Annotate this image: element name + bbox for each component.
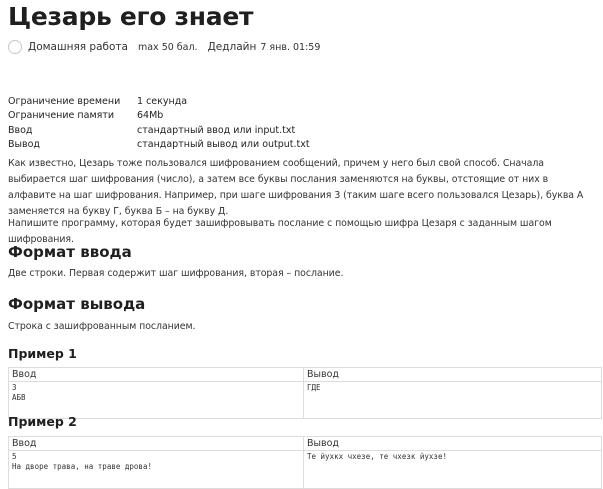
limit-key: Ограничение памяти bbox=[8, 110, 115, 122]
example-heading: Пример 2 bbox=[8, 414, 77, 429]
output-format-text: Строка с зашифрованным посланием. bbox=[8, 321, 196, 332]
deadline-value: 7 янв. 01:59 bbox=[260, 41, 321, 53]
limit-row bbox=[8, 138, 310, 153]
output-format-heading: Формат вывода bbox=[8, 295, 146, 313]
example-input-header: Ввод bbox=[9, 368, 304, 382]
deadline-label: Дедлайн bbox=[207, 41, 257, 53]
input-format-text: Две строки. Первая содержит шаг шифрования, вторая – послание. bbox=[8, 268, 344, 279]
example-table bbox=[8, 367, 602, 419]
limit-row bbox=[8, 109, 310, 124]
limit-value: 1 секунда bbox=[137, 95, 188, 107]
limit-value: 64Mb bbox=[137, 110, 164, 122]
status-circle-icon[interactable] bbox=[8, 40, 22, 54]
statement-paragraph: Напишите программу, которая будет зашифровывать послание с помощью шифра Цезаря с заданным шагом шифрования. bbox=[8, 218, 552, 245]
limit-value: стандартный вывод или output.txt bbox=[137, 139, 310, 151]
example-heading: Пример 1 bbox=[8, 346, 77, 361]
limit-value: стандартный ввод или input.txt bbox=[137, 124, 296, 136]
example-input-header: Ввод bbox=[9, 437, 304, 451]
limit-row bbox=[8, 94, 310, 109]
page-title: Цезарь его знает bbox=[8, 2, 254, 31]
limit-key: Ограничение времени bbox=[8, 95, 121, 107]
example-output-header: Вывод bbox=[304, 437, 602, 451]
limit-key: Ввод bbox=[8, 124, 33, 136]
example-table bbox=[8, 436, 602, 489]
example-input[interactable]: 5 На дворе трава, на траве дрова! bbox=[9, 451, 304, 489]
example-output-header: Вывод bbox=[304, 368, 602, 382]
limit-key: Вывод bbox=[8, 139, 40, 151]
example-output[interactable]: Те йухкх чхезе, те чхезк йухзе! bbox=[304, 451, 602, 489]
limits-table bbox=[8, 94, 310, 152]
example-input[interactable]: 3 АБВ bbox=[9, 382, 304, 419]
max-points: max 50 бал. bbox=[137, 41, 198, 53]
task-meta bbox=[8, 38, 320, 56]
input-format-heading: Формат ввода bbox=[8, 243, 132, 261]
limit-row bbox=[8, 123, 310, 138]
example-output[interactable]: ГДЕ bbox=[304, 382, 602, 419]
homework-label: Домашняя работа bbox=[28, 41, 128, 53]
statement-paragraph: Как известно, Цезарь тоже пользовался шифрованием сообщений, причем у него был свой способ. Сначала выбирается шаг шифрования (число), а затем все буквы послания заменяются на буквы, отстоящие от них в алфавите на шаг шифрования. Например, при шаге шифрования 3 (таким шаге всего пользовался Цезарь), буква А заменяется на букву Г, буква Б – на букву Д. bbox=[8, 158, 584, 217]
